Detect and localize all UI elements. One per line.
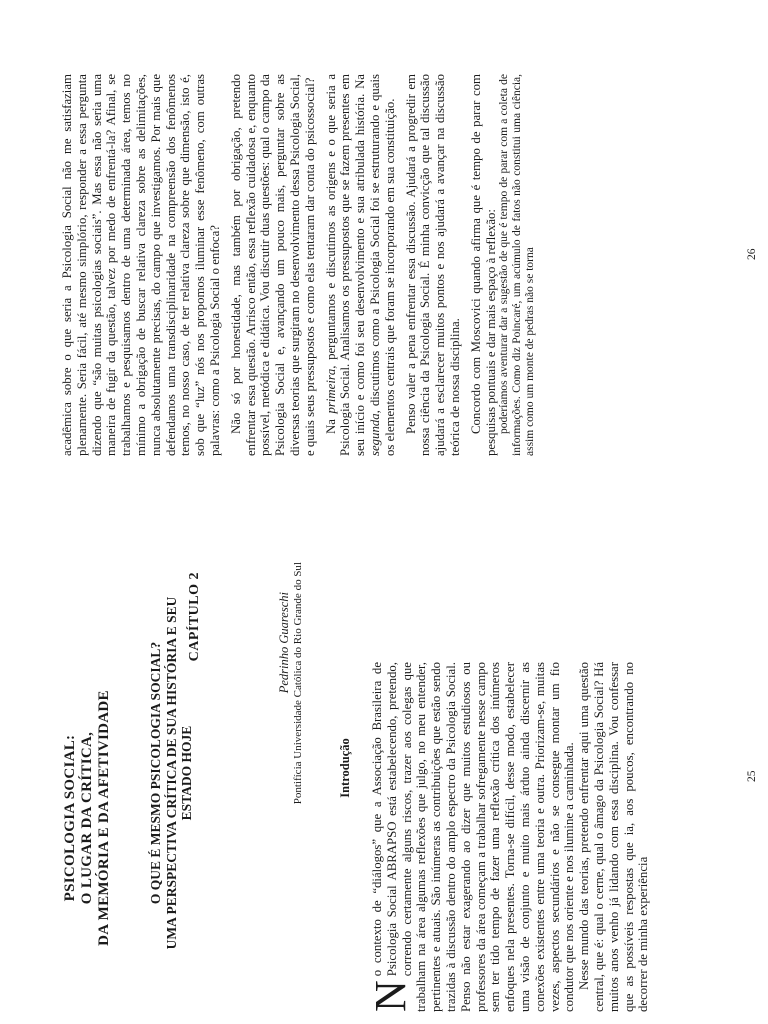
emphasis: primeira <box>323 368 338 414</box>
chapter-label: CAPÍTULO 2 <box>187 572 202 662</box>
subtitle-line: ESTADO HOJE <box>179 725 194 821</box>
main-title <box>62 682 113 954</box>
paragraph: acadêmica sobre o que seria a Psicologia Social não me satisfaziam plenamente. Seria fácil, até mesmo simplório, responder a essa pergunta dizendo que “são muitas psicologias sociais”. Mas essa não seria uma maneira de fugir da questão, talvez por medo de enfrentá-la? Afinal, se trabalhamos e pesquisamos dentro de uma determinada área, temos no mínimo a obrigação de buscar relativa clareza sobre as delimitações, nunca absolutamente precisas, do campo que investigamos. Por mais que defendamos uma transdisciplinaridade na compreensão dos fenômenos temos, no nosso caso, de ter relativa clareza sobre que dimensão, isto é, sob que “luz” nós nos propomos iluminar esse fenômeno, com outras palavras: como a Psicologia Social o enfoca? <box>60 74 222 456</box>
right-body-text <box>60 74 537 456</box>
emphasis: segunda <box>367 413 382 456</box>
author-affiliation: Pontifícia Universidade Católica do Rio Grande do Sul <box>292 562 304 805</box>
page-number: 25 <box>746 770 758 782</box>
paragraph: Não só por honestidade, mas também por obrigação, pretendo enfrentar essa questão. Arrisco então, essa reflexão cuidadosa e, enquanto possível, metódica e didática. Vou discutir duas questões: qual o campo da Psicologia Social e, avançando um pouco mais, perguntar sobre as diversas teorias que surgiram no desenvolvimento dessa Psicologia Social, e quais seus pressupostos e como elas tentaram dar conta do psicossocial? <box>228 74 317 456</box>
paragraph-text: o contexto de “diálogos” que a Associação Brasileira de Psicologia Social ABRAPSO está estabelecendo, pretendo, correndo certamente alguns riscos, trazer aos colegas que trabalham na área algumas reflexões que julgo, no meu entender, pertinentes e atuais. São inúmeras as contribuições que estão sendo trazidas à discussão dentro do amplo espectro da Psicologia Social. Penso não estar exagerando ao dizer que muitos estudiosos ou professores da área começam a trabalhar sofregamente nesse campo sem ter tido tempo de fazer uma reflexão crítica dos inúmeros enfoques nela presentes. Torna-se difícil, desse modo, estabelecer uma visão de conjunto e muito mais árduo ainda discernir as conexões existentes entre uma teoria e outra. Priorizam-se, muitas vezes, aspectos secundários e não se consegue montar um fio condutor que nos oriente e nos ilumine a caminhada. <box>370 662 577 1012</box>
main-title-line: PSICOLOGIA SOCIAL: <box>62 734 78 902</box>
paragraph: Concordo com Moscovici quando afirma que é tempo de parar com pesquisas pontuais e dar mais espaço à reflexão: <box>468 74 498 456</box>
subtitle-line: UMA PERSPECTIVA CRÍTICA DE SUA HISTÓRIA E SEU <box>163 596 179 950</box>
subtitle-line: O QUE É MESMO PSICOLOGIA SOCIAL? <box>148 641 163 905</box>
paragraph: Penso valer a pena enfrentar essa discussão. Ajudará a progredir em nossa ciência da Psicologia Social. É minha convicção que tal discussão ajudará a esclarecer muitos pontos e nos ajudará a avançar na discussão teórica de nossa disciplina. <box>403 74 462 456</box>
left-page <box>0 512 768 1024</box>
page-number: 26 <box>746 248 758 260</box>
block-quote: poderíamos aventurar dar a sugestão de que é tempo de parar com a coleta de informações. Como diz Poincaré, um acúmulo de fatos não constitui uma ciência, assim como um monte de pedras não se torna <box>498 74 537 456</box>
left-body-text <box>366 662 651 1012</box>
chapter-subtitle <box>148 562 195 984</box>
paragraph: Nesse mundo das teorias, pretendo enfrentar aqui uma questão central, que é: qual o cerne, qual o âmago da Psicologia Social? Há muitos anos venho já lidando com essa disciplina. Vou confessar que as possíveis respostas que ia, aos poucos, encontrando no decorrer de minha experiência <box>577 662 651 1012</box>
paragraph <box>366 662 577 1012</box>
author-name: Pedrinho Guareschi <box>277 592 291 694</box>
paragraph <box>324 74 398 456</box>
paragraph-text: Na <box>323 413 338 434</box>
section-heading: Introdução <box>338 738 352 798</box>
main-title-line: O LUGAR DA CRÍTICA, <box>79 731 95 905</box>
paragraph-text: , discutimos como a Psicologia Social foi se estruturando e quais os elementos centrais que foram se incorporando em sua constituição. <box>367 74 397 456</box>
drop-cap: N <box>366 980 415 1012</box>
paragraph-text: , perguntamos e discutimos as origens e o que seria a Psicologia Social. Analisamos os pressupostos que se fazem presentes em seu início e como foi seu desenvolvimento e sua atribulada história. Na <box>323 74 368 456</box>
main-title-line: DA MEMÓRIA E DA AFETIVIDADE <box>96 690 112 946</box>
